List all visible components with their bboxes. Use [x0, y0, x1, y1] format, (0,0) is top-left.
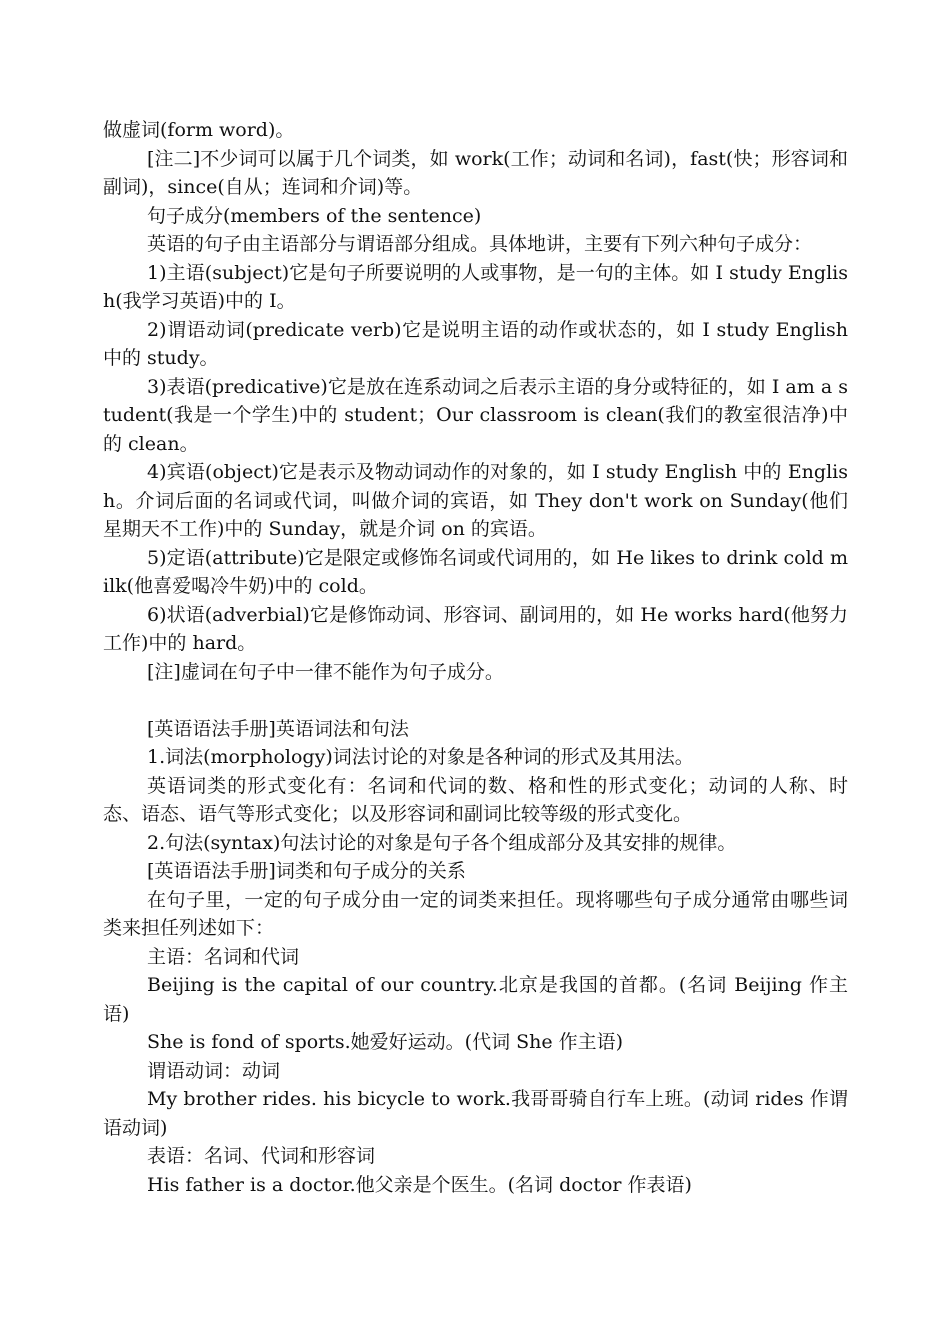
list-item: 4)宾语(object)它是表示及物动词动作的对象的，如 I study English 中的 English。介词后面的名词或代词，叫做介词的宾语，如 They don't work on Sunday(他们星期天不工作)中的 Sunday，就是介词 on 的宾语。 [103, 461, 848, 540]
paragraph: [注二]不少词可以属于几个词类，如 work(工作；动词和名词)，fast(快；形容词和副词)，since(自从；连词和介词)等。 [103, 147, 848, 198]
section-heading: [英语语法手册]英语词法和句法 [147, 717, 409, 740]
paragraph: 2.句法(syntax)句法讨论的对象是句子各个组成部分及其安排的规律。 [147, 831, 737, 854]
note: [注]虚词在句子中一律不能作为句子成分。 [147, 660, 504, 683]
blank-line [103, 686, 848, 715]
list-item: 6)状语(adverbial)它是修饰动词、形容词、副词用的，如 He works hard(他努力工作)中的 hard。 [103, 603, 848, 654]
document-body [103, 116, 848, 1199]
example-sentence: Beijing is the capital of our country.北京是我国的首都。(名词 Beijing 作主语) [103, 974, 848, 1025]
paragraph: 做虚词(form word)。 [103, 119, 295, 141]
list-item: 1)主语(subject)它是句子所要说明的人或事物，是一句的主体。如 I study English(我学习英语)中的 I。 [103, 261, 848, 312]
paragraph: 在句子里，一定的句子成分由一定的词类来担任。现将哪些句子成分通常由哪些词类来担任列述如下： [103, 888, 848, 939]
list-item: 5)定语(attribute)它是限定或修饰名词或代词用的，如 He likes to drink cold milk(他喜爱喝冷牛奶)中的 cold。 [103, 546, 848, 597]
paragraph: 英语的句子由主语部分与谓语部分组成。具体地讲，主要有下列六种句子成分： [147, 233, 813, 255]
subheading: 谓语动词：动词 [147, 1059, 281, 1082]
example-sentence: She is fond of sports.她爱好运动。(代词 She 作主语) [147, 1031, 624, 1053]
paragraph: 1.词法(morphology)词法讨论的对象是各种词的形式及其用法。 [147, 746, 694, 768]
section-heading: [英语语法手册]词类和句子成分的关系 [147, 860, 466, 882]
subheading: 表语：名词、代词和形容词 [147, 1145, 376, 1167]
list-item: 2)谓语动词(predicate verb)它是说明主语的动作或状态的，如 I study English 中的 study。 [103, 318, 848, 369]
section-heading: 句子成分(members of the sentence) [147, 204, 482, 227]
list-item: 3)表语(predicative)它是放在连系动词之后表示主语的身分或特征的，如 I am a student(我是一个学生)中的 student；Our classroom is clean(我们的教室很洁净)中的 clean。 [103, 375, 848, 455]
subheading: 主语：名词和代词 [147, 945, 300, 968]
example-sentence: My brother rides. his bicycle to work.我哥哥骑自行车上班。(动词 rides 作谓语动词) [103, 1088, 848, 1139]
paragraph: 英语词类的形式变化有：名词和代词的数、格和性的形式变化；动词的人称、时态、语态、语气等形式变化；以及形容词和副词比较等级的形式变化。 [103, 774, 848, 825]
example-sentence: His father is a doctor.他父亲是个医生。(名词 doctor 作表语) [147, 1173, 692, 1196]
